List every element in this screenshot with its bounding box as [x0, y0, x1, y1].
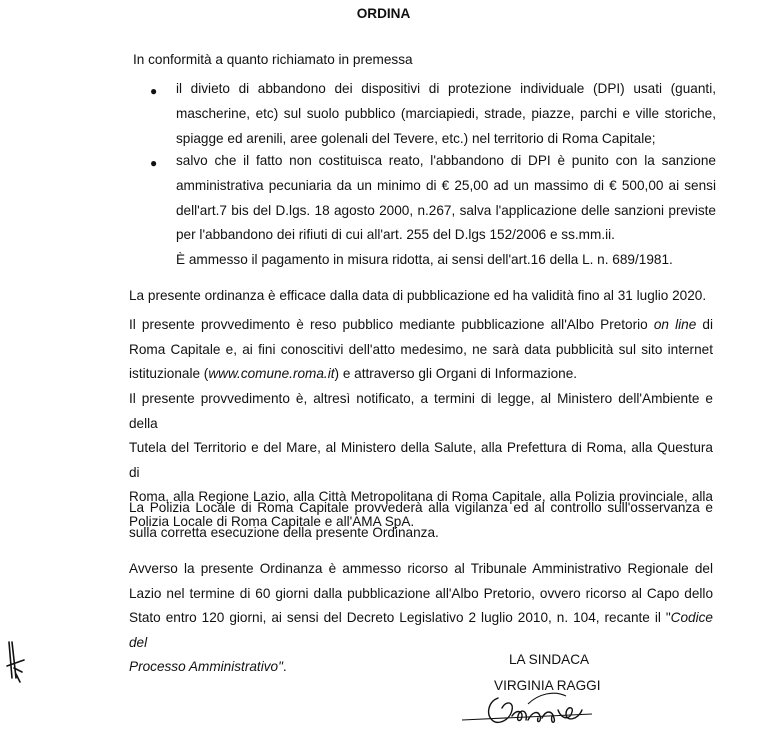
text-line: per l'abbandono dei rifiuti di cui all'art. 255 del D.lgs 152/2006 e ss.mm.ii.	[176, 227, 615, 243]
text-line: Roma Capitale e, ai fini conoscitivi dell'atto medesimo, ne sarà data pubblicità sul sito internet	[129, 341, 713, 357]
text-line: istituzionale (www.comune.roma.it) e attraverso gli Organi di Informazione.	[129, 366, 578, 382]
text-line: La Polizia Locale di Roma Capitale provvederà alla vigilanza ed al controllo sull'osservanza e	[129, 500, 713, 515]
text-line: mascherine, etc) sul suolo pubblico (marciapiedi, strade, piazze, parchi e ville storiche,	[176, 105, 716, 121]
signature-role: LA SINDACA	[509, 652, 590, 667]
paragraph-appeal	[129, 557, 713, 680]
text-line: il divieto di abbandono dei dispositivi di protezione individuale (DPI) usati (guanti,	[176, 81, 716, 96]
text-line: Stato entro 120 giorni, ai sensi del Decreto Legislativo 2 luglio 2010, n. 104, recante il "Codice del	[129, 610, 713, 650]
text-line: amministrativa pecuniaria da un minimo di € 25,00 ad un massimo di € 500,00 ai sensi	[176, 177, 716, 193]
text-line: Processo Amministrativo".	[129, 659, 287, 675]
bullet-icon: ●	[150, 156, 158, 170]
text-line: dell'art.7 bis del D.lgs. 18 agosto 2000, n.267, salva l'applicazione delle sanzioni previste	[176, 202, 716, 218]
intro-line: In conformità a quanto richiamato in premessa	[133, 52, 413, 67]
text-line: Il presente provvedimento è, altresì notificato, a termini di legge, al Ministero dell'Ambiente e della	[129, 391, 713, 431]
website-link: www.comune.roma.it	[208, 366, 335, 382]
paragraph-publication	[129, 313, 713, 387]
text-line: Tutela del Territorio e del Mare, al Ministero della Salute, alla Prefettura di Roma, alla Questura di	[129, 440, 713, 480]
text-line: Lazio nel termine di 60 giorni dalla pubblicazione all'Albo Pretorio, ovvero ricorso al Capo dello	[129, 585, 713, 601]
handwritten-signature	[458, 680, 598, 736]
text-line: salvo che il fatto non costituisca reato, l'abbandono di DPI è punito con la sanzione	[176, 153, 716, 168]
signature-name: VIRGINIA RAGGI	[494, 678, 601, 693]
text-line: Roma, alla Regione Lazio, alla Città Metropolitana di Roma Capitale, alla Polizia provinciale, alla	[129, 489, 713, 505]
margin-initial-mark	[4, 638, 28, 684]
bullet-item	[176, 149, 716, 273]
document-title: ORDINA	[356, 6, 411, 21]
text-line: spiagge ed arenili, aree golenali del Tevere, etc.) nel territorio di Roma Capitale;	[176, 130, 656, 146]
bullet-icon: ●	[150, 84, 158, 98]
text-line: Polizia Locale di Roma Capitale e all'AMA SpA.	[129, 513, 415, 529]
text-line: Avverso la presente Ordinanza è ammesso ricorso al Tribunale Amministrativo Regionale del	[129, 561, 713, 576]
text-line: La presente ordinanza è efficace dalla data di pubblicazione ed ha validità fino al 31 luglio 2020.	[129, 288, 707, 303]
paragraph-validity	[129, 284, 713, 309]
text-line: È ammesso il pagamento in misura ridotta, ai sensi dell'art.16 della L. n. 689/1981.	[176, 252, 673, 268]
paragraph-police	[129, 496, 713, 545]
bullet-item	[176, 77, 716, 151]
text-line: sulla corretta esecuzione della presente Ordinanza.	[129, 524, 439, 540]
text-line: Il presente provvedimento è reso pubblico mediante pubblicazione all'Albo Pretorio on line di	[129, 317, 713, 332]
